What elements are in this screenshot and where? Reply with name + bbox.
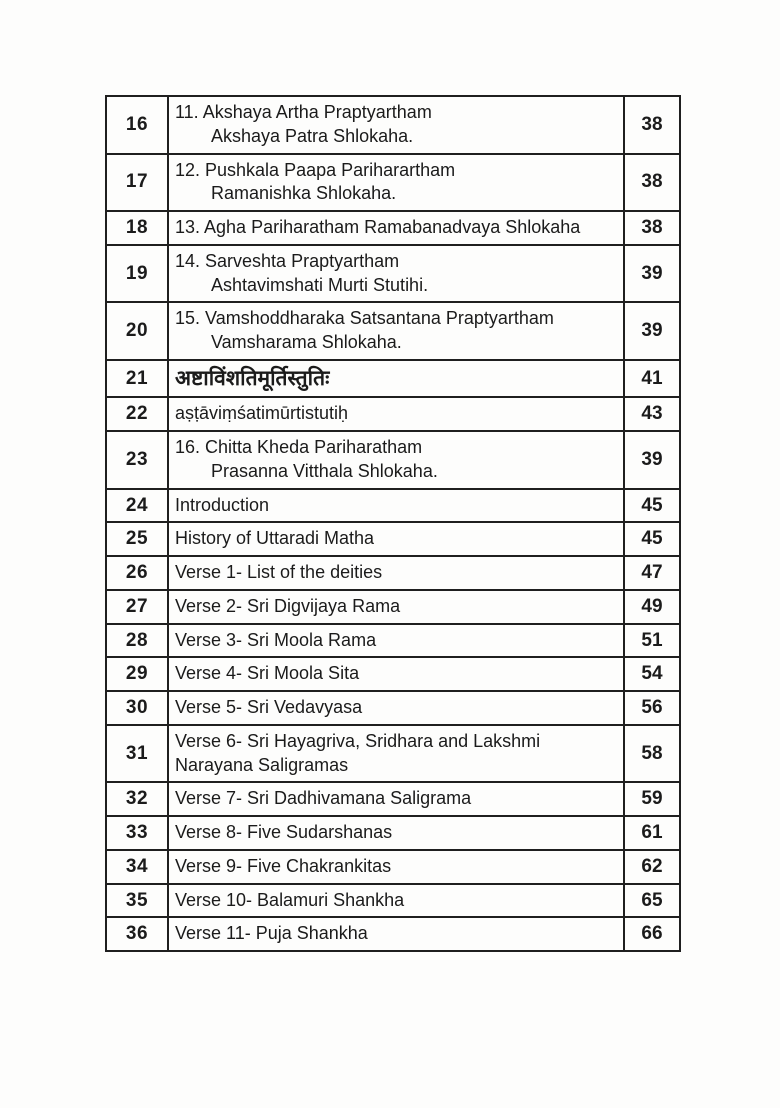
table-row	[106, 302, 680, 360]
toc-entry-number: 36	[106, 917, 168, 951]
toc-entry-number: 16	[106, 96, 168, 154]
table-row	[106, 624, 680, 658]
table-row	[106, 917, 680, 951]
toc-entry-title-line: Ramanishka Shlokaha.	[211, 183, 397, 204]
toc-entry-number: 29	[106, 657, 168, 691]
toc-entry-title-line: अष्टाविंशतिमूर्तिस्तुतिः	[175, 365, 330, 390]
toc-entry-number: 31	[106, 725, 168, 783]
toc-entry-title-line: aṣṭāviṃśatimūrtistutiḥ	[175, 403, 349, 424]
toc-entry-title-line: 15. Vamshoddharaka Satsantana Praptyartham	[175, 308, 554, 329]
toc-entry-title-line: 13. Agha Pariharatham Ramabanadvaya Shlokaha	[175, 217, 581, 237]
table-row	[106, 590, 680, 624]
toc-entry-title-line: History of Uttaradi Matha	[175, 528, 375, 549]
table-row	[106, 556, 680, 590]
toc-entry-page: 58	[624, 725, 680, 783]
toc-entry-title	[168, 360, 624, 398]
table-row	[106, 816, 680, 850]
toc-entry-title	[168, 245, 624, 303]
toc-entry-title	[168, 917, 624, 951]
toc-entry-title-line: Verse 7- Sri Dadhivamana Saligrama	[175, 788, 472, 809]
toc-entry-number: 27	[106, 590, 168, 624]
table-row	[106, 725, 680, 783]
toc-entry-title	[168, 96, 624, 154]
toc-entry-page: 38	[624, 154, 680, 212]
toc-entry-title	[168, 725, 624, 783]
toc-entry-title	[168, 816, 624, 850]
toc-entry-number: 25	[106, 522, 168, 556]
toc-entry-title-line: 12. Pushkala Paapa Pariharartham	[175, 159, 456, 180]
table-row	[106, 884, 680, 918]
toc-entry-title-line: 11. Akshaya Artha Praptyartham	[175, 102, 432, 122]
table-row	[106, 360, 680, 398]
toc-entry-number: 28	[106, 624, 168, 658]
toc-entry-title	[168, 657, 624, 691]
toc-entry-page: 39	[624, 302, 680, 360]
toc-entry-page: 54	[624, 657, 680, 691]
toc-entry-title	[168, 624, 624, 658]
toc-entry-title-line: Verse 10- Balamuri Shankha	[175, 889, 405, 910]
toc-entry-title-line: Akshaya Patra Shlokaha.	[211, 125, 414, 146]
toc-entry-number: 30	[106, 691, 168, 725]
toc-entry-title	[168, 489, 624, 523]
toc-entry-title	[168, 154, 624, 212]
toc-entry-title-line: Prasanna Vitthala Shlokaha.	[211, 460, 438, 481]
table-row	[106, 850, 680, 884]
toc-entry-page: 62	[624, 850, 680, 884]
toc-entry-title-line: Verse 1- List of the deities	[175, 562, 383, 583]
toc-table-body	[106, 96, 680, 951]
toc-entry-page: 59	[624, 782, 680, 816]
toc-entry-page: 39	[624, 245, 680, 303]
toc-entry-page: 38	[624, 96, 680, 154]
toc-entry-page: 41	[624, 360, 680, 398]
toc-entry-title	[168, 397, 624, 431]
toc-entry-page: 51	[624, 624, 680, 658]
toc-entry-number: 23	[106, 431, 168, 489]
toc-entry-number: 34	[106, 850, 168, 884]
table-row	[106, 657, 680, 691]
toc-entry-page: 56	[624, 691, 680, 725]
toc-entry-title-line: Verse 4- Sri Moola Sita	[175, 663, 360, 684]
toc-entry-page: 65	[624, 884, 680, 918]
toc-entry-title-line: Vamsharama Shlokaha.	[211, 332, 402, 352]
toc-entry-number: 20	[106, 302, 168, 360]
toc-entry-title	[168, 782, 624, 816]
toc-entry-page: 38	[624, 211, 680, 245]
toc-entry-title-line: 16. Chitta Kheda Pariharatham	[175, 437, 423, 458]
toc-entry-number: 18	[106, 211, 168, 245]
toc-entry-number: 33	[106, 816, 168, 850]
table-row	[106, 154, 680, 212]
toc-entry-title-line: Verse 11- Puja Shankha	[175, 923, 368, 944]
table-row	[106, 489, 680, 523]
toc-entry-number: 21	[106, 360, 168, 398]
toc-entry-number: 22	[106, 397, 168, 431]
toc-entry-title-line: Narayana Saligramas	[175, 754, 349, 775]
toc-entry-title-line: Verse 8- Five Sudarshanas	[175, 822, 393, 843]
toc-entry-title	[168, 211, 624, 245]
toc-entry-title-line: Verse 3- Sri Moola Rama	[175, 629, 377, 650]
toc-entry-number: 19	[106, 245, 168, 303]
toc-entry-page: 45	[624, 522, 680, 556]
toc-entry-title-line: Verse 2- Sri Digvijaya Rama	[175, 595, 401, 616]
toc-entry-page: 39	[624, 431, 680, 489]
toc-table	[105, 95, 681, 952]
table-row	[106, 397, 680, 431]
table-row	[106, 245, 680, 303]
toc-entry-page: 61	[624, 816, 680, 850]
toc-entry-title	[168, 590, 624, 624]
toc-entry-page: 47	[624, 556, 680, 590]
toc-entry-page: 66	[624, 917, 680, 951]
toc-entry-title-line: 14. Sarveshta Praptyartham	[175, 250, 400, 271]
table-row	[106, 96, 680, 154]
toc-entry-page: 45	[624, 489, 680, 523]
table-row	[106, 211, 680, 245]
toc-entry-page: 43	[624, 397, 680, 431]
toc-entry-title	[168, 556, 624, 590]
toc-entry-title	[168, 522, 624, 556]
toc-entry-title	[168, 884, 624, 918]
toc-entry-page: 49	[624, 590, 680, 624]
toc-entry-title-line: Verse 9- Five Chakrankitas	[175, 855, 392, 876]
toc-entry-title-line: Verse 5- Sri Vedavyasa	[175, 697, 363, 718]
toc-entry-number: 17	[106, 154, 168, 212]
table-row	[106, 431, 680, 489]
toc-entry-title-line: Ashtavimshati Murti Stutihi.	[211, 274, 429, 295]
toc-entry-title	[168, 691, 624, 725]
toc-entry-number: 35	[106, 884, 168, 918]
toc-entry-number: 26	[106, 556, 168, 590]
table-row	[106, 522, 680, 556]
toc-entry-title	[168, 302, 624, 360]
table-row	[106, 782, 680, 816]
toc-entry-title	[168, 431, 624, 489]
toc-entry-title-line: Introduction	[175, 494, 270, 515]
toc-entry-number: 24	[106, 489, 168, 523]
toc-entry-title	[168, 850, 624, 884]
table-row	[106, 691, 680, 725]
toc-entry-number: 32	[106, 782, 168, 816]
toc-entry-title-line: Verse 6- Sri Hayagriva, Sridhara and Lakshmi	[175, 730, 541, 751]
